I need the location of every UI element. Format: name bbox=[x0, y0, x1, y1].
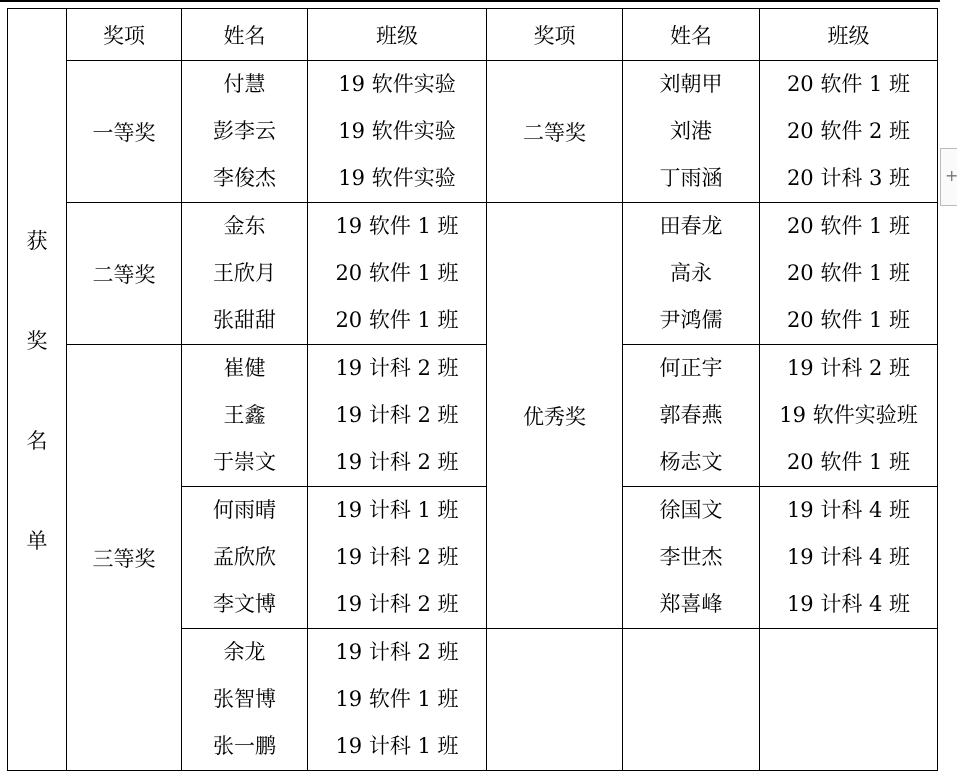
header-row bbox=[8, 9, 938, 61]
classes-first-left: 19 软件实验 19 软件实验 19 软件实验 bbox=[338, 72, 456, 190]
award-second-right: 二等奖 bbox=[487, 61, 623, 203]
empty-cell bbox=[760, 629, 938, 771]
empty-cell bbox=[487, 629, 623, 771]
table-row bbox=[8, 345, 938, 487]
header-class-right: 班级 bbox=[760, 9, 938, 61]
plus-icon: + bbox=[945, 166, 958, 185]
names-excellent-1: 田春龙 高永 尹鸿儒 bbox=[659, 214, 723, 332]
names-third-1: 崔健 王鑫 于崇文 bbox=[213, 356, 276, 474]
award-second-left: 二等奖 bbox=[67, 203, 182, 345]
names-third-2: 何雨晴 孟欣欣 李文博 bbox=[213, 498, 276, 616]
side-tab[interactable] bbox=[940, 148, 957, 206]
classes-excellent-1: 20 软件 1 班 20 软件 1 班 20 软件 1 班 bbox=[786, 214, 911, 332]
classes-third-1: 19 计科 2 班 19 计科 2 班 19 计科 2 班 bbox=[335, 356, 459, 474]
names-first-left: 付慧 彭李云 李俊杰 bbox=[213, 72, 276, 190]
names-third-3: 余龙 张智博 张一鹏 bbox=[213, 640, 276, 758]
classes-third-3: 19 计科 2 班 19 软件 1 班 19 计科 1 班 bbox=[335, 640, 459, 758]
header-award-left: 奖项 bbox=[67, 9, 182, 61]
award-excellent-right: 优秀奖 bbox=[487, 203, 623, 629]
top-rule bbox=[0, 0, 940, 2]
award-third-left: 三等奖 bbox=[67, 345, 182, 771]
classes-excellent-2: 19 计科 2 班 19 软件实验班 20 软件 1 班 bbox=[779, 356, 918, 474]
names-excellent-2: 何正宇 郭春燕 杨志文 bbox=[659, 356, 723, 474]
header-name-right: 姓名 bbox=[623, 9, 760, 61]
award-first-left: 一等奖 bbox=[67, 61, 182, 203]
award-table bbox=[7, 8, 938, 771]
table-row bbox=[8, 203, 938, 345]
header-class-left: 班级 bbox=[308, 9, 487, 61]
names-excellent-3: 徐国文 李世杰 郑喜峰 bbox=[659, 498, 723, 616]
side-label: 获 奖 名 单 bbox=[26, 228, 48, 553]
names-second-left: 金东 王欣月 张甜甜 bbox=[213, 214, 276, 332]
empty-cell bbox=[623, 629, 760, 771]
side-label-cell bbox=[8, 9, 67, 771]
classes-second-right: 20 软件 1 班 20 软件 2 班 20 计科 3 班 bbox=[786, 72, 911, 190]
header-name-left: 姓名 bbox=[182, 9, 308, 61]
names-second-right: 刘朝甲 刘港 丁雨涵 bbox=[659, 72, 723, 190]
classes-excellent-3: 19 计科 4 班 19 计科 4 班 19 计科 4 班 bbox=[786, 498, 911, 616]
header-award-right: 奖项 bbox=[487, 9, 623, 61]
classes-second-left: 19 软件 1 班 20 软件 1 班 20 软件 1 班 bbox=[335, 214, 459, 332]
table-row bbox=[8, 61, 938, 203]
classes-third-2: 19 计科 1 班 19 计科 2 班 19 计科 2 班 bbox=[335, 498, 459, 616]
